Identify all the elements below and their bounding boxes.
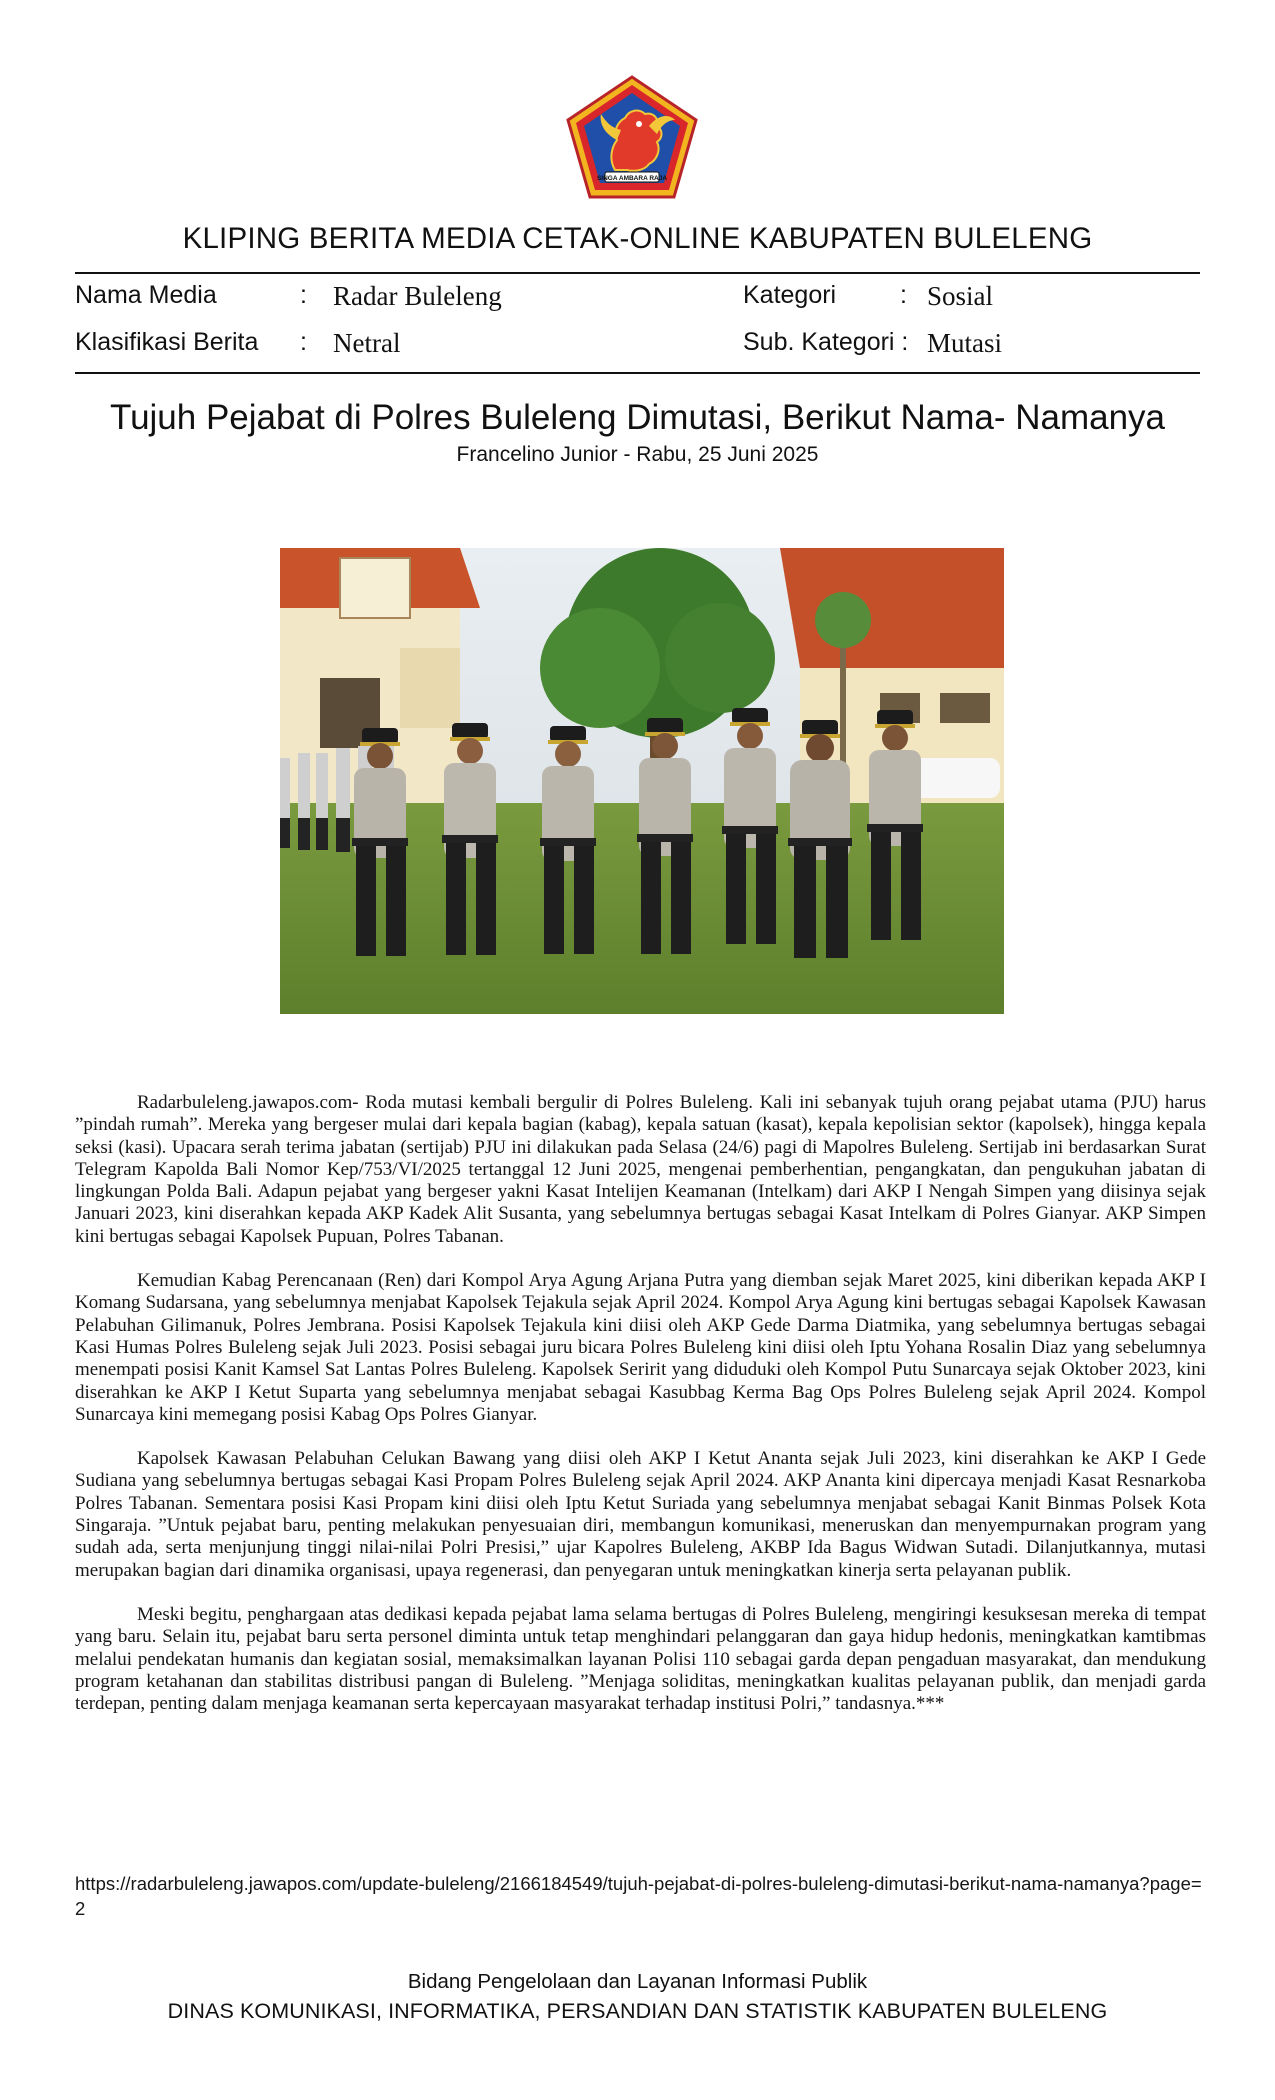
- footer-division: Bidang Pengelolaan dan Layanan Informasi Publik: [407, 1970, 868, 1993]
- article-paragraph-2: Kemudian Kabag Perencanaan (Ren) dari Kompol Arya Agung Arjana Putra yang diemban sejak Maret 2025, kini diberikan kepada AKP I Komang Sudarsana, yang sebelumnya menjabat Kapolsek Tejakula sejak April 2024. Kompol Arya Agung kini bertugas sebagai Kapolsek Kawasan Pelabuhan Gilimanuk, Polres Jembrana. Posisi Kapolsek Tejakula kini diisi oleh AKP Gede Darma Diatmika, yang sebelumnya bertugas sebagai Kasi Humas Polres Buleleng sejak Juli 2023. Posisi sebagai juru bicara Polres Buleleng kini diisi oleh Iptu Yohana Rosalin Diaz yang sebelumnya menempati posisi Kanit Kamsel Sat Lantas Polres Buleleng. Kapolsek Seririt yang diduduki oleh Kompol Putu Sunarcaya sejak Oktober 2023, kini diserahkan ke AKP I Ketut Suparta yang sebelumnya menjabat sebagai Kasubbag Kerma Bag Ops Polres Buleleng sejak April 2024. Kompol Sunarcaya kini memegang posisi Kabag Ops Polres Gianyar.: [75, 1270, 1206, 1425]
- header-divider-top: [75, 272, 1200, 274]
- logo-motto: SINGA AMBARA RAJA: [596, 175, 668, 182]
- article-paragraph-4: Meski begitu, penghargaan atas dedikasi kepada pejabat lama selama bertugas di Polres Buleleng, mengiringi kesuksesan mereka di tempat yang baru. Selain itu, pejabat baru serta personel diminta untuk tetap menghindari pelanggaran dan gaya hidup hedonis, meningkatkan kamtibmas melalui pendekatan humanis dan kegiatan sosial, memaksimalkan layanan Polisi 110 sebagai garda depan pengaduan masyarakat, dan mendukung program ketahanan dan stabilitas distribusi pangan di Buleleng. ”Menjaga soliditas, meningkatkan kualitas pelayanan publik, dan menjadi garda terdepan, penting dalam menjaga keamanan serta kepercayaan masyarakat terhadap institusi Polri,” tandasnya.***: [75, 1603, 1206, 1715]
- media-name-colon: :: [300, 281, 307, 309]
- category-label: Kategori: [743, 281, 837, 309]
- footer-agency: DINAS KOMUNIKASI, INFORMATIKA, PERSANDIAN DAN STATISTIK KABUPATEN BULELENG: [167, 1999, 1108, 2023]
- header-divider-bottom: [75, 372, 1200, 374]
- news-classification-colon: :: [300, 328, 307, 356]
- news-classification-value: Netral: [333, 328, 401, 358]
- subcategory-label: Sub. Kategori :: [743, 328, 909, 356]
- media-name-value: Radar Buleleng: [333, 281, 502, 311]
- article-byline: Francelino Junior - Rabu, 25 Juni 2025: [456, 443, 819, 466]
- kabupaten-buleleng-logo: [565, 74, 699, 200]
- article-paragraph-1: Radarbuleleng.jawapos.com- Roda mutasi kembali bergulir di Polres Buleleng. Kali ini sebanyak tujuh orang pejabat utama (PJU) harus ”pindah rumah”. Mereka yang bergeser mulai dari kepala bagian (kabag), kepala satuan (kasat), kepala kepolisian sektor (kapolsek), hingga kepala seksi (kasi). Upacara serah terima jabatan (sertijab) PJU ini dilakukan pada Selasa (24/6) pagi di Mapolres Buleleng. Sertijab ini berdasarkan Surat Telegram Kapolda Bali Nomor Kep/753/VI/2025 tertanggal 12 Juni 2025, mengenai pemberhentian, pengangkatan, dan pengukuhan jabatan di lingkungan Polda Bali. Adapun pejabat yang bergeser yakni Kasat Intelijen Keamanan (Intelkam) dari AKP I Nengah Simpen yang diisinya sejak Januari 2023, kini diserahkan kepada AKP Kadek Alit Susanta, yang sebelumnya bertugas sebagai Kasat Intelkam di Polres Gianyar. AKP Simpen kini bertugas sebagai Kapolsek Pupuan, Polres Tabanan.: [75, 1092, 1206, 1247]
- category-colon: :: [900, 281, 907, 309]
- category-value: Sosial: [927, 281, 994, 311]
- article-title: Tujuh Pejabat di Polres Buleleng Dimutasi, Berikut Nama- Namanya: [109, 398, 1166, 437]
- news-classification-label: Klasifikasi Berita: [75, 328, 259, 356]
- article-body: [75, 1092, 1206, 1737]
- source-url-link[interactable]: https://radarbuleleng.jawapos.com/update-buleleng/2166184549/tujuh-pejabat-di-polres-buleleng-dimutasi-berikut-nama-namanya?page=2: [75, 1873, 1202, 1919]
- article-paragraph-3: Kapolsek Kawasan Pelabuhan Celukan Bawang yang diisi oleh AKP I Ketut Ananta sejak Juli 2023, kini diserahkan ke AKP I Gede Sudiana yang sebelumnya bertugas sebagai Kasi Propam Polres Buleleng sejak April 2024. AKP Ananta kini dipercaya menjadi Kasat Resnarkoba Polres Tabanan. Sementara posisi Kasi Propam kini diisi oleh Iptu Ketut Suriada yang sebelumnya menjabat sebagai Kanit Binmas Polsek Kota Singaraja. ”Untuk pejabat baru, penting melakukan penyesuaian diri, membangun komunikasi, meneruskan dan menyempurnakan program yang sudah ada, serta menjunjung tinggi nilai-nilai Polri Presisi,” ujar Kapolres Buleleng, AKBP Ida Bagus Widwan Sutadi. Dilanjutkannya, mutasi merupakan bagian dari dinamika organisasi, upaya regenerasi, dan penyegaran untuk meningkatkan kinerja serta pelayanan publik.: [75, 1448, 1206, 1581]
- clipping-header-title: KLIPING BERITA MEDIA CETAK-ONLINE KABUPATEN BULELENG: [182, 222, 1093, 255]
- media-name-label: Nama Media: [75, 281, 217, 309]
- article-photo: [280, 548, 1004, 1014]
- subcategory-value: Mutasi: [927, 328, 1003, 358]
